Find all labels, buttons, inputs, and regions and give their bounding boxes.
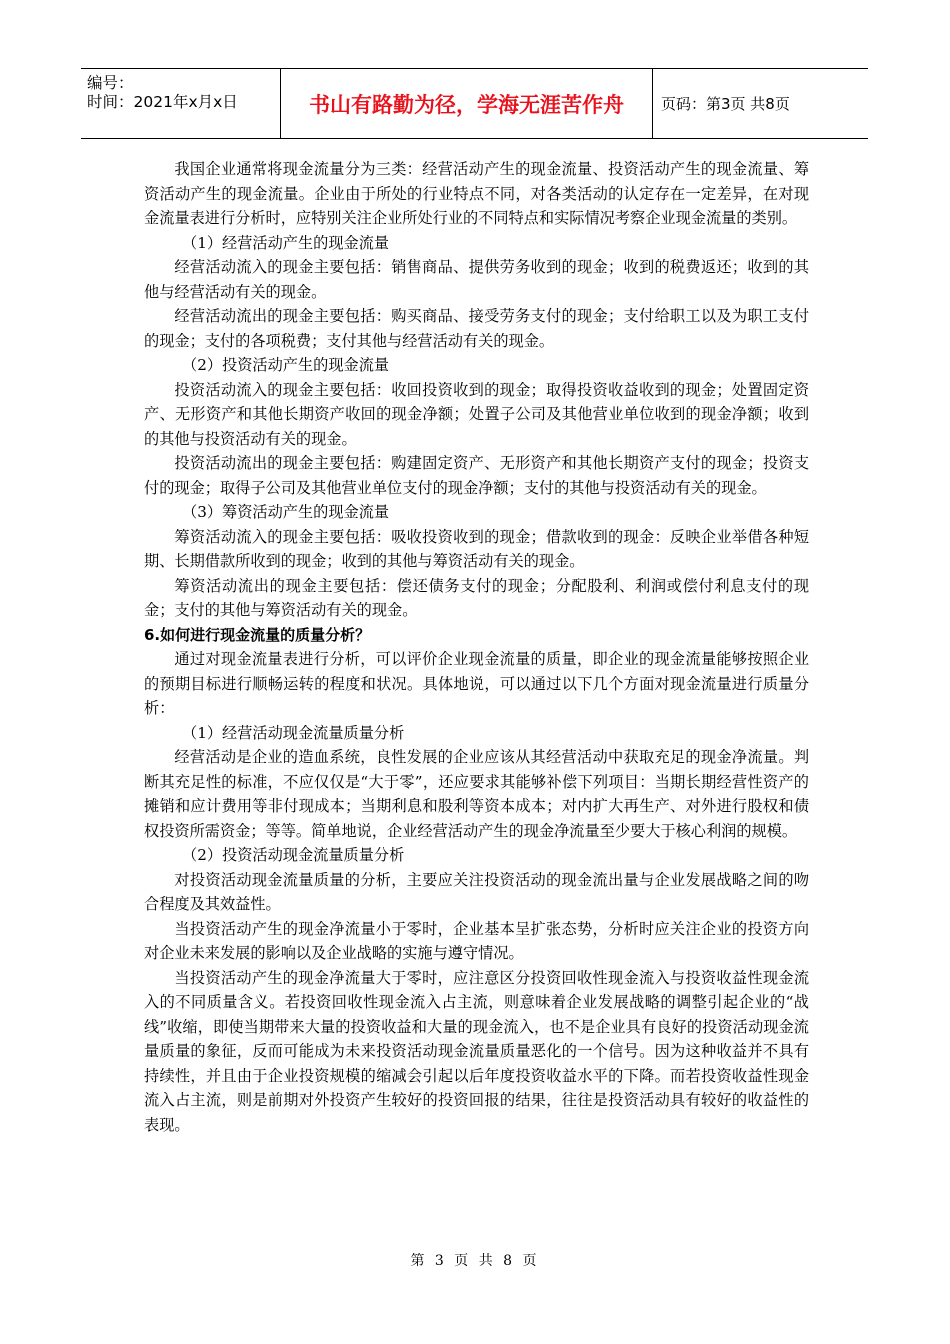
- section-heading: 6.如何进行现金流量的质量分析？: [144, 625, 371, 644]
- header-page-info: 页码：第3页 共8页: [661, 95, 790, 113]
- header-number-label: 编号：: [87, 74, 134, 92]
- header-meta: [81, 69, 281, 138]
- paragraph: 经营活动是企业的造血系统，良性发展的企业应该从其经营活动中获取充足的现金净流量。判断其充足性的标准，不应仅仅是“大于零”，还应要求其能够补偿下列项目：当期长期经营性资产的摊销和应计费用等非付现成本；当期利息和股利等资本成本；对内扩大再生产、对外进行股权和债权投资所需资金；等等。简单地说，企业经营活动产生的现金净流量至少要大于核心利润的规模。: [144, 748, 809, 840]
- paragraph: 筹资活动流出的现金主要包括：偿还债务支付的现金；分配股利、利润或偿付利息支付的现金；支付的其他与筹资活动有关的现金。: [144, 576, 809, 619]
- paragraph: 当投资活动产生的现金净流量小于零时，企业基本呈扩张态势，分析时应关注企业的投资方向对企业未来发展的影响以及企业战略的实施与遵守情况。: [144, 919, 809, 962]
- subheading-investing: （2）投资活动产生的现金流量: [182, 356, 390, 374]
- paragraph: 通过对现金流量表进行分析，可以评价企业现金流量的质量，即企业的现金流量能够按照企业的预期目标进行顺畅运转的程度和状况。具体地说，可以通过以下几个方面对现金流量进行质量分析：: [144, 650, 809, 717]
- paragraph: 投资活动流入的现金主要包括：收回投资收到的现金；取得投资收益收到的现金；处置固定资产、无形资产和其他长期资产收回的现金净额；处置子公司及其他营业单位收到的现金净额；收到的其他与投资活动有关的现金。: [144, 380, 809, 448]
- paragraph: 筹资活动流入的现金主要包括：吸收投资收到的现金；借款收到的现金：反映企业举借各种短期、长期借款所收到的现金；收到的其他与筹资活动有关的现金。: [144, 527, 809, 570]
- paragraph: 经营活动流入的现金主要包括：销售商品、提供劳务收到的现金；收到的税费返还；收到的其他与经营活动有关的现金。: [144, 258, 809, 301]
- paragraph: 投资活动流出的现金主要包括：购建固定资产、无形资产和其他长期资产支付的现金；投资支付的现金；取得子公司及其他营业单位支付的现金净额；支付的其他与投资活动有关的现金。: [144, 454, 809, 497]
- paragraph: 对投资活动现金流量质量的分析，主要应关注投资活动的现金流出量与企业发展战略之间的吻合程度及其效益性。: [144, 870, 809, 913]
- paragraph: 我国企业通常将现金流量分为三类：经营活动产生的现金流量、投资活动产生的现金流量、筹资活动产生的现金流量。企业由于所处的行业特点不同，对各类活动的认定存在一定差异，在对现金流量表进行分析时，应特别关注企业所处行业的不同特点和实际情况考察企业现金流量的类别。: [144, 160, 809, 227]
- paragraph: 经营活动流出的现金主要包括：购买商品、接受劳务支付的现金；支付给职工以及为职工支付的现金；支付的各项税费；支付其他与经营活动有关的现金。: [144, 307, 809, 350]
- document-body: [144, 157, 809, 1137]
- subheading-operating-quality: （1）经营活动现金流量质量分析: [182, 723, 405, 742]
- header-date: 时间：2021年x月x日: [87, 93, 238, 111]
- page-header: [81, 68, 868, 139]
- subheading-financing: （3）筹资活动产生的现金流量: [182, 503, 390, 521]
- page-footer: 第 3 页 共 8 页: [410, 1253, 540, 1269]
- header-motto: 书山有路勤为径，学海无涯苦作舟: [281, 69, 653, 138]
- subheading-operating: （1）经营活动产生的现金流量: [182, 233, 390, 252]
- paragraph: 当投资活动产生的现金净流量大于零时，应注意区分投资回收性现金流入与投资收益性现金流入的不同质量含义。若投资回收性现金流入占主流，则意味着企业发展战略的调整引起企业的“战线”收缩，即使当期带来大量的投资收益和大量的现金流入，也不是企业具有良好的投资活动现金流量质量的象征，反而可能成为未来投资活动现金流量质量恶化的一个信号。因为这种收益并不具有持续性，并且由于企业投资规模的缩减会引起以后年度投资收益水平的下降。而若投资收益性现金流入占主流，则是前期对外投资产生较好的投资回报的结果，往往是投资活动具有较好的收益性的表现。: [144, 968, 809, 1134]
- subheading-investing-quality: （2）投资活动现金流量质量分析: [182, 846, 405, 864]
